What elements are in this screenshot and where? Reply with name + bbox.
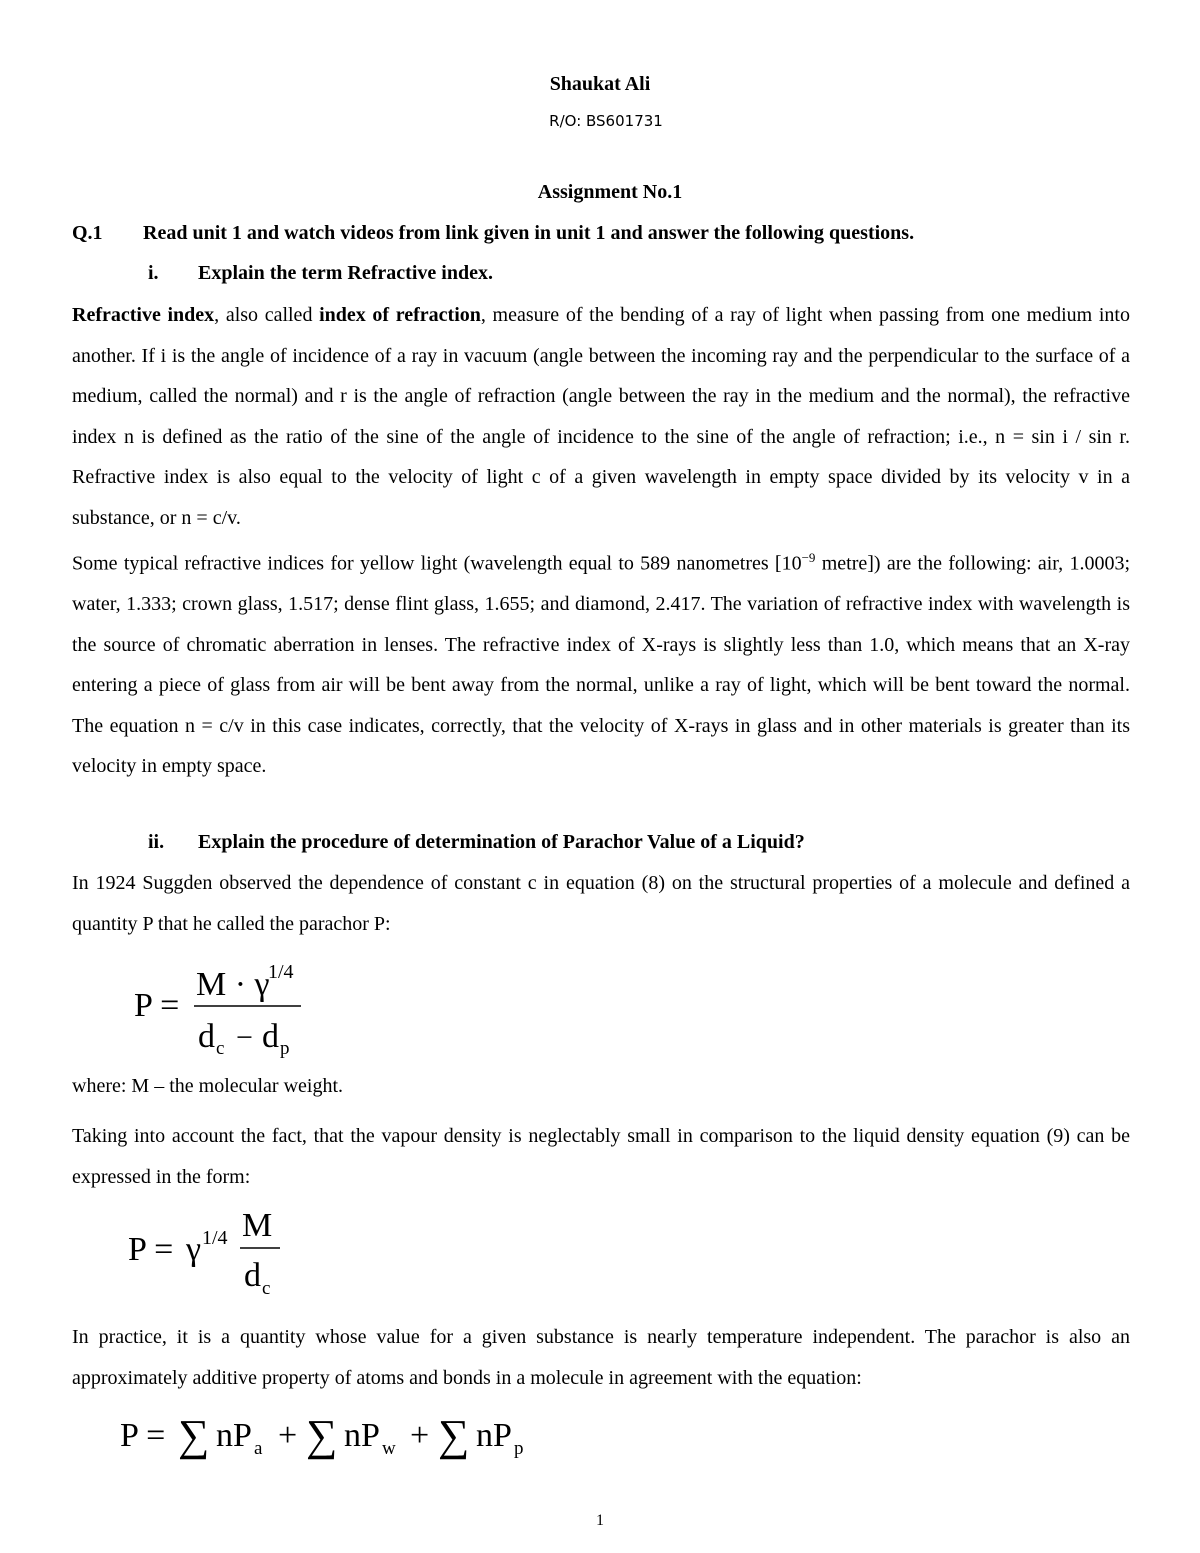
section1-title: Explain the term Refractive index. bbox=[198, 262, 493, 284]
eq1-den-sub-c: c bbox=[216, 1038, 225, 1059]
eq3-term-1: nP bbox=[216, 1417, 252, 1454]
equation-parachor-full bbox=[128, 955, 328, 1065]
eq1-numerator: M · γ bbox=[196, 966, 270, 1003]
term-index-of-refraction: index of refraction bbox=[319, 304, 481, 326]
eq2-den-sub-c: c bbox=[262, 1278, 271, 1299]
eq2-gamma-exponent: 1/4 bbox=[202, 1227, 228, 1249]
section2-numeral: ii. bbox=[148, 831, 165, 853]
eq3-sub-w: w bbox=[382, 1438, 396, 1459]
eq3-plus-2: + bbox=[410, 1417, 430, 1454]
eq3-term-3: nP bbox=[476, 1417, 512, 1454]
equation-parachor-simplified bbox=[122, 1200, 302, 1310]
eq3-lhs: P = bbox=[120, 1417, 166, 1454]
eq3-sub-a: a bbox=[254, 1438, 263, 1459]
assignment-title: Assignment No.1 bbox=[537, 181, 683, 203]
eq1-den-sub-p: p bbox=[280, 1038, 290, 1059]
section1-numeral: i. bbox=[148, 262, 159, 284]
section1-paragraph2 bbox=[72, 538, 1130, 787]
eq2-gamma: γ bbox=[186, 1231, 202, 1268]
eq3-sum-2: ∑ bbox=[306, 1411, 338, 1460]
exponent-superscript: −9 bbox=[801, 550, 816, 565]
question-number: Q.1 bbox=[72, 222, 103, 244]
section2-paragraph2: Taking into account the fact, that the vapour density is neglectably small in comparison to the liquid density equation (9) can be expressed in the form: bbox=[72, 1125, 1130, 1188]
eq1-den-d1: d bbox=[198, 1018, 215, 1055]
section1-paragraph1 bbox=[72, 295, 1130, 538]
eq3-sum-1: ∑ bbox=[178, 1411, 210, 1460]
question-heading bbox=[72, 222, 914, 245]
paragraph2-body: metre]) are the following: air, 1.0003; water, 1.333; crown glass, 1.517; dense flint glass, 1.655; and diamond, 2.417. The variation of refractive index with wavelength is the source of chromatic aberration in lenses. The refractive index of X-rays is slightly less than 1.0, which means that an X-ray entering a piece of glass from air will be bent away from the normal, unlike a ray of light, which will be bent toward the normal. The equation n = c/v in this case indicates, correctly, that the velocity of X-rays in glass and in other materials is greater than its velocity in empty space. bbox=[72, 552, 1130, 778]
eq2-den-d: d bbox=[244, 1257, 261, 1294]
section2-title: Explain the procedure of determination of Parachor Value of a Liquid? bbox=[198, 831, 805, 853]
section2-heading bbox=[148, 831, 805, 854]
equation-parachor-additive bbox=[114, 1410, 554, 1470]
section2-paragraph1: In 1924 Suggden observed the dependence of constant c in equation (8) on the structural properties of a molecule and defined a quantity P that he called the parachor P: bbox=[72, 872, 1130, 935]
eq1-lhs: P = bbox=[134, 987, 180, 1024]
paragraph2-start: Some typical refractive indices for yellow light (wavelength equal to 589 nanometres [10 bbox=[72, 552, 802, 575]
eq3-sub-p: p bbox=[514, 1438, 524, 1459]
eq3-plus-1: + bbox=[278, 1417, 298, 1454]
roll-number: R/O: BS601731 bbox=[549, 112, 663, 130]
section2-paragraph3: In practice, it is a quantity whose value for a given substance is nearly temperature independent. The parachor is also an approximately additive property of atoms and bonds in a molecule in agreement with the equation: bbox=[72, 1326, 1130, 1389]
page-number: 1 bbox=[596, 1512, 604, 1529]
paragraph1-connector: , also called bbox=[214, 304, 320, 326]
eq1-den-d2: d bbox=[262, 1018, 279, 1055]
author-name: Shaukat Ali bbox=[549, 73, 651, 95]
molecular-weight-note: where: M – the molecular weight. bbox=[72, 1075, 344, 1097]
eq2-lhs: P = bbox=[128, 1231, 174, 1268]
eq3-sum-3: ∑ bbox=[438, 1411, 470, 1460]
section1-heading bbox=[148, 262, 493, 285]
question-text: Read unit 1 and watch videos from link given in unit 1 and answer the following questions. bbox=[143, 222, 915, 244]
eq1-numerator-exponent: 1/4 bbox=[268, 961, 294, 983]
term-refractive-index: Refractive index bbox=[72, 304, 215, 326]
eq1-den-minus: − bbox=[236, 1021, 253, 1054]
paragraph1-body: , measure of the bending of a ray of light when passing from one medium into another. If i is the angle of incidence of a ray in vacuum (angle between the incoming ray and the perpendicular to the surface of a medium, called the normal) and r is the angle of refraction (angle between the ray in the medium and the normal), the refractive index n is defined as the ratio of the sine of the angle of incidence to the sine of the angle of refraction; i.e., n = sin i / sin r. Refractive index is also equal to the velocity of light c of a given wavelength in empty space divided by its velocity v in a substance, or n = c/v. bbox=[72, 304, 1130, 529]
eq2-numerator: M bbox=[242, 1207, 273, 1244]
eq3-term-2: nP bbox=[344, 1417, 380, 1454]
